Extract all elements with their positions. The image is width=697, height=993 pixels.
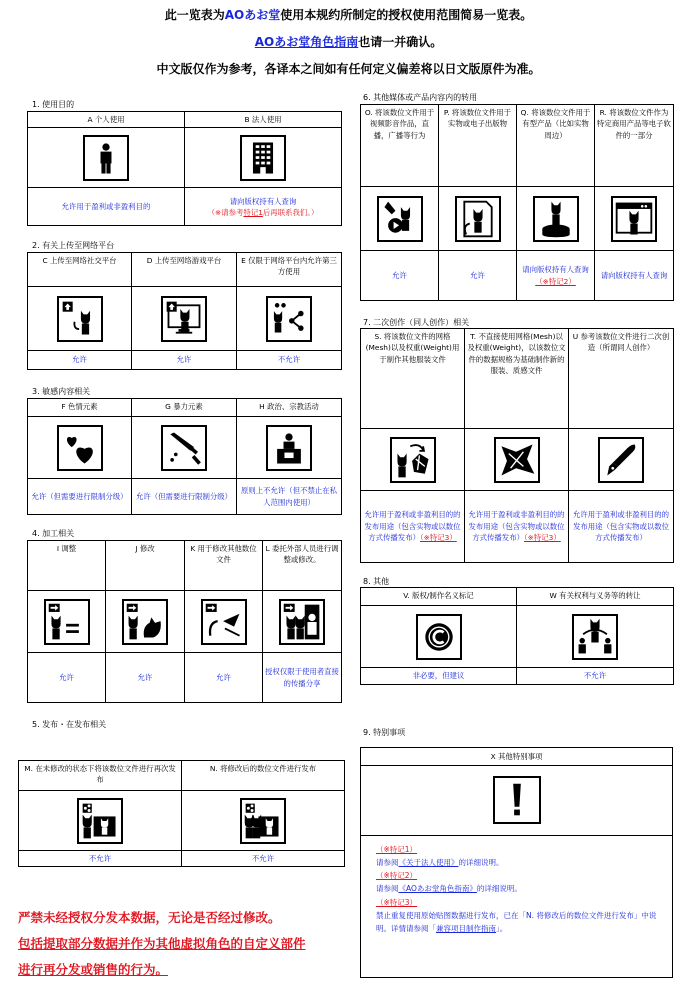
col-b-allow: [185, 188, 342, 226]
col-r-allow: 请向版权持有人查询: [595, 251, 674, 301]
col-j-allow: 允许: [106, 653, 185, 703]
note-text: 请参阅: [376, 858, 399, 868]
col-q-head: Q. 将该数位文件用于有型产品（比如实物周边）: [517, 105, 595, 187]
col-d-head: D 上传至网络游戏平台: [132, 253, 237, 287]
person-icon: [83, 135, 129, 181]
note-3-link[interactable]: （※特记3）: [523, 533, 561, 543]
col-s-allow: [361, 491, 465, 563]
section-6-table: [360, 104, 674, 301]
mesh-icon: [390, 437, 436, 483]
col-t-allow: [465, 491, 569, 563]
section-3-table: [27, 398, 342, 515]
note-text: 禁止重复使用原始贴图数据进行发布，已在「N. 将修改后的数位文件进行发布」中说明。详情请参阅「: [376, 910, 657, 933]
note-2-link[interactable]: （※特记2）: [535, 276, 576, 286]
col-p-allow: 允许: [439, 251, 517, 301]
col-w-head: W 有关权利与义务等的转让: [517, 588, 674, 606]
section-4-title: 4. 加工相关: [32, 529, 75, 538]
exclamation-icon: [493, 776, 541, 824]
figure-icon: [533, 196, 579, 242]
col-x-head: X 其他特别事项: [361, 748, 672, 766]
video-icon: [377, 196, 423, 242]
col-v-head: V. 版权/制作名义标记: [361, 588, 517, 606]
col-f-head: F 色情元素: [28, 399, 132, 417]
col-o-allow: 允许: [361, 251, 439, 301]
col-h-allow: 原则上不允许（但不禁止在私人范围内使用）: [237, 479, 342, 515]
copyright-icon: [416, 614, 462, 660]
col-h-head: H 政治、宗教活动: [237, 399, 342, 417]
header-line-2: [0, 33, 697, 50]
header-text: 此一览表为: [164, 8, 225, 22]
note-text: 请参阅: [376, 884, 399, 894]
note-text: 的详细说明。: [476, 884, 522, 894]
section-8-title: 8. 其他: [363, 577, 390, 586]
header-line-1: [0, 6, 697, 23]
col-l-head: L 委托外部人员进行调整或修改。: [263, 541, 342, 591]
pen-icon: [598, 437, 644, 483]
note-1-tag: （※特记1）: [376, 845, 418, 854]
character-guide-link[interactable]: 《AOあお堂角色指南》: [398, 884, 477, 894]
header-text: 使用本规约所制定的授权使用范围简易一览表。: [280, 8, 533, 22]
header-line-3: 中文版仅作为参考，各译本之间如有任何定义偏差将以日文版原件为准。: [156, 62, 541, 76]
col-q-allow: [517, 251, 595, 301]
building-icon: [240, 135, 286, 181]
col-u-allow: 允许用于盈利或非盈利目的的发布用途（包含实物或以数位方式传播发布）: [569, 491, 674, 563]
col-k-allow: 允许: [185, 653, 263, 703]
redistribute-icon: [77, 798, 123, 844]
corporate-use-link[interactable]: 《关于法人使用》: [398, 858, 459, 868]
allow-text: 请向版权持有人查询: [229, 196, 297, 206]
section-9-title: 9. 特别事项: [363, 728, 406, 737]
knife-icon: [161, 425, 207, 471]
col-p-head: P. 将该数位文件用于实物或电子出版物: [439, 105, 517, 187]
transfer-icon: [572, 614, 618, 660]
brand-name: AOあお堂: [224, 8, 281, 22]
section-8-table: [360, 587, 674, 685]
upload-sns-icon: [57, 296, 103, 342]
podium-icon: [266, 425, 312, 471]
parts-icon: [201, 599, 247, 645]
header-text: 也请一并确认。: [358, 35, 443, 49]
section-1-title: 1. 使用目的: [32, 100, 75, 109]
col-a-allow: 允许用于盈利或非盈利目的: [28, 188, 185, 226]
col-g-head: G 暴力元素: [132, 399, 237, 417]
section-6-title: 6. 其他媒体或产品内容内的转用: [363, 93, 478, 102]
section-3-title: 3. 敏感内容相关: [32, 387, 91, 396]
note-3-tag: （※特记3）: [376, 897, 418, 907]
allow-text: 允许用于盈利或非盈利目的的发布用途（包含实物或以数位方式传播发布）: [364, 510, 461, 543]
col-b-head: B 法人使用: [185, 112, 342, 128]
col-s-head: S. 将该数位文件的网格(Mesh)以及权重(Weight)用于制作其他服装文件: [361, 329, 465, 429]
section-2-table: [27, 252, 342, 370]
allow-text: 请向版权持有人查询: [522, 265, 589, 275]
note-text: 的详细说明。: [458, 858, 504, 868]
col-g-allow: 允许（但需要进行限制分级）: [132, 479, 237, 515]
redistribute-modified-icon: [240, 798, 286, 844]
col-r-head: R. 将该数位文件作为特定商用产品等电子软件的一部分: [595, 105, 674, 187]
col-n-allow: 不允许: [182, 851, 345, 867]
warning-line-3: 进行再分发或销售的行为。: [18, 962, 169, 977]
section-2-title: 2. 有关上传至网络平台: [32, 241, 115, 250]
col-i-allow: 允许: [28, 653, 106, 703]
section-5-table: [18, 760, 345, 867]
note-text: 」。: [496, 923, 508, 933]
col-j-head: J 修改: [106, 541, 185, 591]
col-e-head: E 仅限于网络平台内允许第三方使用: [237, 253, 342, 287]
note-2-tag: （※特记2）: [376, 871, 418, 881]
hearts-icon: [57, 425, 103, 471]
col-t-head: T. 不直接使用网格(Mesh)以及权重(Weight)，以该数位文件的数据规格为基础制作新的服装、质感文件: [465, 329, 569, 429]
section-4-table: [27, 540, 342, 703]
col-v-allow: 非必要，但建议: [361, 668, 517, 685]
col-c-allow: 允许: [28, 351, 132, 370]
publication-icon: [455, 196, 501, 242]
col-a-head: A 个人使用: [28, 112, 185, 128]
col-u-head: U 参考该数位文件进行二次创造（所谓同人创作）: [569, 329, 674, 429]
section-1-table: [27, 111, 342, 226]
section-7-title: 7. 二次创作（同人创作）相关: [363, 318, 470, 327]
col-w-allow: 不允许: [517, 668, 674, 685]
section-7-table: [360, 328, 674, 563]
upload-game-icon: [161, 296, 207, 342]
section-5-title: 5. 发布・在发布相关: [32, 720, 107, 729]
col-n-head: N. 将修改后的数位文件进行发布: [182, 761, 345, 791]
col-o-head: O. 将该数位文件用于视频影音作品，直播，广播等行为: [361, 105, 439, 187]
note-text: 后再联系我们。）: [262, 207, 319, 217]
warning-line-2: 包括提取部分数据并作为其他虚拟角色的自定义部件: [18, 936, 306, 951]
special-notes-text: [376, 843, 666, 935]
note-1-link[interactable]: 特记1: [243, 207, 263, 217]
col-f-allow: 允许（但需要进行限制分级）: [28, 479, 132, 515]
col-d-allow: 允许: [132, 351, 237, 370]
allow-text: 允许用于盈利或非盈利目的的发布用途（包含实物或以数位方式传播发布）: [468, 510, 565, 543]
modify-icon: [122, 599, 168, 645]
col-e-allow: 不允许: [237, 351, 342, 370]
adjust-icon: [44, 599, 90, 645]
col-l-allow: 授权仅限于使用者直接的传播分享: [263, 653, 342, 703]
col-m-head: M. 在未修改的状态下将该数位文件进行再次发布: [19, 761, 182, 791]
col-k-head: K 用于修改其他数位文件: [185, 541, 263, 591]
outsource-icon: [279, 599, 325, 645]
note-3-link[interactable]: （※特记3）: [419, 533, 457, 543]
warning-line-1: 严禁未经授权分发本数据，无论是否经过修改。: [18, 910, 281, 925]
cloth-icon: [494, 437, 540, 483]
share-icon: [266, 296, 312, 342]
compat-guide-link[interactable]: 兼容项目制作指南: [436, 923, 496, 933]
character-guide-link[interactable]: AOあお堂角色指南: [254, 35, 359, 49]
note-text: （※请参考: [207, 207, 244, 217]
col-c-head: C 上传至网络社交平台: [28, 253, 132, 287]
col-m-allow: 不允许: [19, 851, 182, 867]
software-icon: [611, 196, 657, 242]
col-i-head: I 调整: [28, 541, 106, 591]
